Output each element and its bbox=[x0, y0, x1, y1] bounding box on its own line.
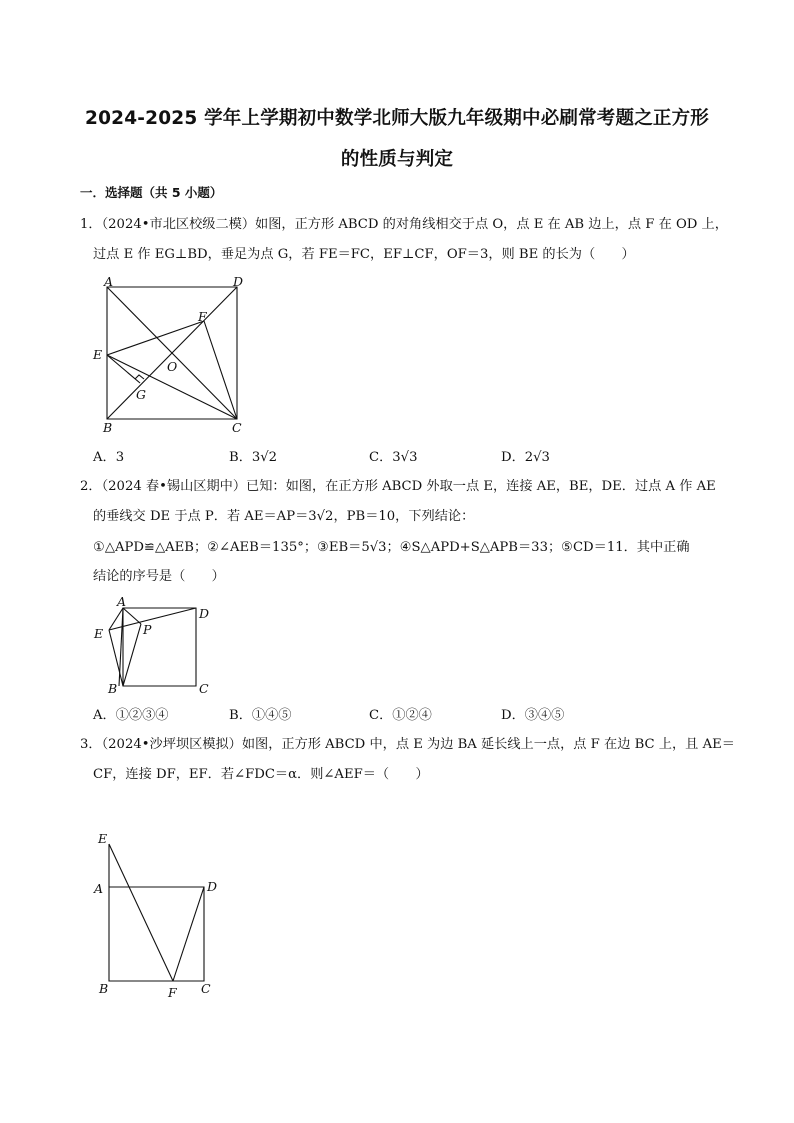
q1-label-f: F bbox=[198, 309, 207, 324]
q2-label-d: D bbox=[199, 606, 210, 621]
q2-line-3: ①△APD≌△AEB；②∠AEB＝135°；③EB＝5√3；④S△APD+S△APB＝33；⑤CD＝11．其中正确 bbox=[93, 540, 690, 555]
q2-segment-ap bbox=[123, 608, 141, 624]
q1-label-c: C bbox=[232, 420, 242, 435]
section-heading: 一．选择题（共 5 小题） bbox=[80, 185, 223, 200]
q3-figure bbox=[88, 826, 228, 1006]
q3-line-1: 3．（2024•沙坪坝区模拟）如图，正方形 ABCD 中，点 E 为边 BA 延长线上一点，点 F 在边 BC 上，且 AE＝ bbox=[80, 737, 735, 752]
q1-option-d[interactable]: D．2√3 bbox=[501, 450, 550, 465]
q2-option-d[interactable]: D．③④⑤ bbox=[501, 708, 565, 723]
q2-segment-pb bbox=[123, 624, 141, 686]
q3-label-b: B bbox=[99, 981, 109, 996]
q2-line-2: 的垂线交 DE 于点 P．若 AE＝AP＝3√2，PB＝10，下列结论： bbox=[93, 509, 475, 524]
q2-label-b: B bbox=[108, 681, 118, 696]
page-title-line2: 的性质与判定 bbox=[340, 149, 454, 170]
q1-line-2: 过点 E 作 EG⊥BD，垂足为点 G，若 FE＝FC，EF⊥CF，OF＝3，则 BE 的长为（ ） bbox=[93, 247, 635, 262]
q3-label-d: D bbox=[207, 879, 218, 894]
q1-option-a[interactable]: A．3 bbox=[93, 450, 125, 465]
q1-segment-fc bbox=[204, 321, 237, 419]
q3-label-c: C bbox=[201, 981, 211, 996]
q3-label-a: A bbox=[94, 881, 104, 896]
q2-option-a[interactable]: A．①②③④ bbox=[93, 708, 169, 723]
q1-label-b: B bbox=[103, 420, 113, 435]
q1-label-d: D bbox=[233, 274, 244, 289]
q2-label-e: E bbox=[94, 626, 104, 641]
q1-option-b[interactable]: B．3√2 bbox=[229, 450, 278, 465]
q1-option-c[interactable]: C．3√3 bbox=[369, 450, 418, 465]
q2-option-c[interactable]: C．①②④ bbox=[369, 708, 432, 723]
q2-line-1: 2．（2024 春•锡山区期中）已知：如图，在正方形 ABCD 外取一点 E，连接 AE，BE，DE．过点 A 作 AE bbox=[80, 479, 716, 494]
q2-figure bbox=[88, 596, 218, 698]
page-title-line1: 2024-2025 学年上学期初中数学北师大版九年级期中必刷常考题之正方形 bbox=[85, 108, 709, 129]
q1-figure bbox=[88, 272, 258, 438]
q2-line-4: 结论的序号是（ ） bbox=[93, 569, 225, 584]
q3-label-f: F bbox=[168, 985, 177, 1000]
q3-segment-ef bbox=[109, 844, 173, 981]
q3-label-e: E bbox=[98, 831, 108, 846]
q2-label-c: C bbox=[199, 681, 209, 696]
q1-right-angle-mark bbox=[135, 375, 144, 379]
q2-label-p: P bbox=[143, 622, 152, 637]
q3-segment-df bbox=[173, 887, 204, 981]
q2-segment-ab-ex bbox=[119, 608, 123, 686]
q1-label-e: E bbox=[93, 347, 103, 362]
q2-label-a: A bbox=[117, 594, 127, 609]
q3-square bbox=[109, 887, 204, 981]
q3-line-2: CF，连接 DF，EF．若∠FDC＝α．则∠AEF＝（ ） bbox=[93, 767, 429, 782]
q1-line-1: 1．（2024•市北区校级二模）如图，正方形 ABCD 的对角线相交于点 O，点 E 在 AB 边上，点 F 在 OD 上， bbox=[80, 217, 728, 232]
q2-option-b[interactable]: B．①④⑤ bbox=[229, 708, 292, 723]
q1-label-o: O bbox=[167, 359, 178, 374]
q1-label-a: A bbox=[104, 274, 114, 289]
q1-segment-ef bbox=[107, 321, 204, 355]
q1-label-g: G bbox=[136, 387, 146, 402]
